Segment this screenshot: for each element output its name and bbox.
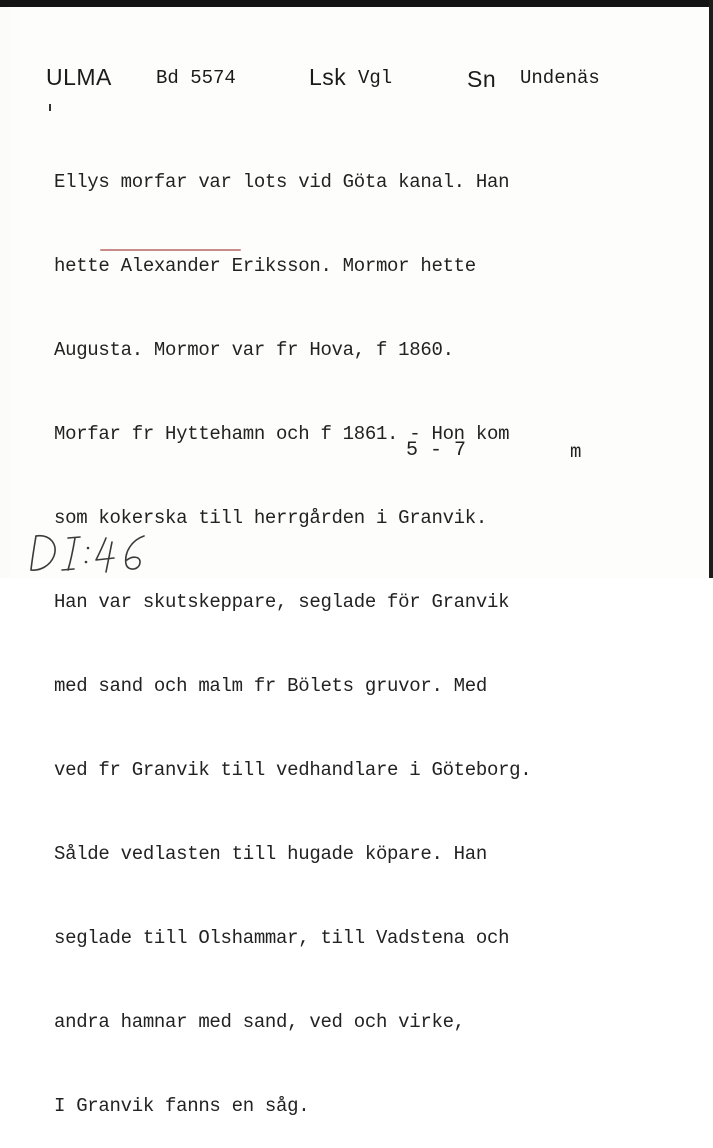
record-number: Bd 5574 bbox=[156, 67, 236, 89]
text-line: ved fr Granvik till vedhandlare i Göteborg. bbox=[54, 759, 532, 781]
text-line: hette Alexander Eriksson. Mormor hette bbox=[54, 255, 476, 277]
card-header bbox=[0, 64, 713, 94]
text-line: I Granvik fanns en såg. bbox=[54, 1095, 310, 1117]
text-line: Ellys morfar var lots vid Göta kanal. Han bbox=[54, 171, 510, 193]
scan-edge-top bbox=[0, 0, 713, 7]
handwritten-signature bbox=[28, 526, 188, 576]
landskap-value: Vgl bbox=[358, 67, 393, 89]
socken-value: Undenäs bbox=[520, 67, 600, 89]
socken-label: Sn bbox=[467, 66, 497, 92]
text-line: som kokerska till herrgården i Granvik. bbox=[54, 507, 487, 529]
gender-mark: m bbox=[570, 441, 582, 463]
page-range: 5 - 7 bbox=[406, 439, 467, 462]
text-line: Augusta. Mormor var fr Hova, f 1860. bbox=[54, 339, 454, 361]
text-line: Morfar fr Hyttehamn och f 1861. - Hon kom bbox=[54, 423, 510, 445]
text-line: Han var skutskeppare, seglade för Granvik bbox=[54, 591, 510, 613]
text-line: med sand och malm fr Bölets gruvor. Med bbox=[54, 675, 487, 697]
landskap-label: Lsk bbox=[309, 64, 347, 90]
card-text bbox=[54, 112, 694, 1148]
text-line: andra hamnar med sand, ved och virke, bbox=[54, 1011, 465, 1033]
typewriter-mark bbox=[49, 104, 51, 111]
archive-name: ULMA bbox=[46, 64, 112, 90]
text-line: Sålde vedlasten till hugade köpare. Han bbox=[54, 843, 487, 865]
text-line: seglade till Olshammar, till Vadstena och bbox=[54, 927, 510, 949]
red-underline-mark bbox=[100, 249, 241, 251]
